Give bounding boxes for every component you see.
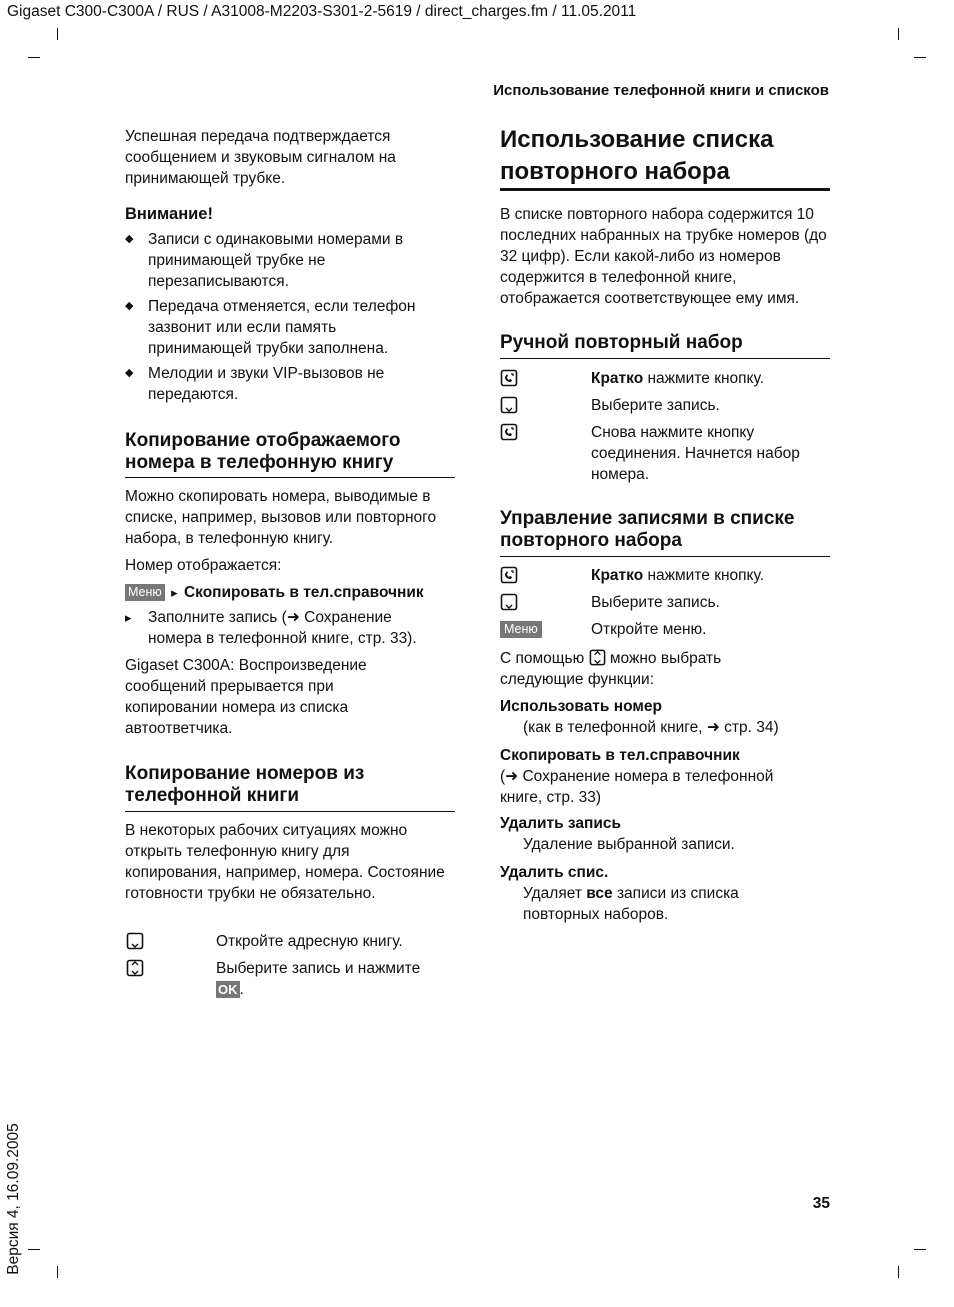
choose-functions bbox=[500, 648, 790, 690]
ok-softkey[interactable]: OK bbox=[218, 982, 238, 997]
crop-mark bbox=[28, 1249, 40, 1250]
doc-id: Gigaset C300-C300A / RUS / A31008-M2203-S301-2-5619 / direct_charges.fm / 11.05.2011 bbox=[7, 3, 637, 20]
crop-mark bbox=[914, 57, 926, 58]
choose-post: можно выбрать следующие функции: bbox=[500, 650, 722, 688]
desc-post: записи из списка повторных наборов. bbox=[523, 885, 739, 923]
manual-step3: Снова нажмите кнопку соединения. Начнется набор номера. bbox=[591, 424, 800, 483]
nav-updown-key-icon bbox=[126, 959, 144, 977]
step-text: Заполните запись (➜ Сохранение номера в телефонной книге, стр. 33). bbox=[148, 609, 417, 647]
nav-down-key-icon bbox=[500, 396, 518, 414]
page-number: 35 bbox=[812, 1195, 830, 1212]
select-entry-label: Выберите запись и нажмите bbox=[216, 960, 421, 977]
copy-book-paragraph: В некоторых рабочих ситуациях можно открыть телефонную книгу для копирования, например, номера. Состояние готовности трубки не обязательно. bbox=[125, 822, 445, 902]
step-rest: нажмите кнопку. bbox=[643, 370, 765, 387]
crop-mark bbox=[898, 28, 899, 40]
nav-updown-key-icon bbox=[589, 649, 606, 666]
manage-step1 bbox=[591, 565, 764, 586]
page-title: Использование списка повторного набора bbox=[500, 126, 774, 185]
bold-briefly: Кратко bbox=[591, 567, 644, 584]
menu-softkey[interactable]: Меню bbox=[125, 584, 165, 601]
nav-down-key-icon bbox=[500, 593, 518, 611]
manage-step2: Выберите запись. bbox=[591, 594, 720, 611]
select-entry-text bbox=[216, 958, 446, 1000]
choose-pre: С помощью bbox=[500, 650, 585, 667]
talk-key-icon bbox=[500, 423, 518, 441]
crop-mark bbox=[57, 1266, 58, 1278]
manual-step2: Выберите запись. bbox=[591, 397, 720, 414]
divider bbox=[500, 556, 830, 557]
divider bbox=[125, 477, 455, 478]
list-item-text: Записи с одинаковыми номерами в принимающей трубке не перезаписываются. bbox=[148, 231, 404, 290]
side-version: Версия 4, 16.09.2005 bbox=[5, 1123, 22, 1275]
manual-step1 bbox=[591, 368, 764, 389]
manual-redial-title: Ручной повторный набор bbox=[500, 332, 743, 353]
bullet-diamond-icon: ◆ bbox=[125, 233, 134, 245]
list-item bbox=[125, 229, 435, 292]
desc-bold: все bbox=[586, 885, 613, 902]
bullet-diamond-icon: ◆ bbox=[125, 300, 134, 312]
intro-paragraph: Успешная передача подтверждается сообщением и звуковым сигналом на принимающей трубке. bbox=[125, 128, 396, 187]
crop-mark bbox=[914, 1249, 926, 1250]
title-rule bbox=[500, 188, 830, 191]
copy-display-title: Копирование отображаемого номера в телефонную книгу bbox=[125, 430, 401, 473]
list-item-text: Мелодии и звуки VIP-вызовов не передаются. bbox=[148, 365, 385, 403]
function-copy-desc: (➜ Сохранение номера в телефонной книге, стр. 33) bbox=[500, 768, 774, 806]
talk-key-icon bbox=[500, 369, 518, 387]
fill-step bbox=[125, 607, 445, 649]
bold-briefly: Кратко bbox=[591, 370, 644, 387]
number-shown-text: Номер отображается: bbox=[125, 557, 282, 574]
talk-key-icon bbox=[500, 566, 518, 584]
c300a-note: Gigaset C300A: Воспроизведение сообщений прерывается при копировании номера из списка автоответчика. bbox=[125, 657, 367, 737]
section-header: Использование телефонной книги и списков bbox=[493, 82, 829, 99]
crop-mark bbox=[28, 57, 40, 58]
attention-title: Внимание! bbox=[125, 205, 213, 223]
attention-list bbox=[125, 229, 435, 405]
arrow-right-icon: ▸ bbox=[171, 585, 178, 600]
step-rest: нажмите кнопку. bbox=[643, 567, 765, 584]
desc-pre: Удаляет bbox=[523, 885, 587, 902]
menu-path bbox=[125, 582, 424, 603]
list-item bbox=[125, 296, 435, 359]
manage-menu-badge-wrap bbox=[500, 619, 542, 640]
function-delete-list: Удалить спис. bbox=[500, 864, 609, 881]
crop-mark bbox=[898, 1266, 899, 1278]
arrow-right-icon: ▸ bbox=[125, 610, 132, 625]
function-copy: Скопировать в тел.справочник bbox=[500, 747, 740, 764]
copy-book-title: Копирование номеров из телефонной книги bbox=[125, 763, 365, 806]
redial-intro: В списке повторного набора содержится 10 последних набранных на трубке номеров (до 32 цифр). Если какой-либо из номеров содержится в телефонной книге, отображается соответствующее ему имя. bbox=[500, 206, 827, 307]
list-item bbox=[125, 363, 435, 405]
bullet-diamond-icon: ◆ bbox=[125, 367, 134, 379]
function-delete-list-desc bbox=[523, 883, 763, 925]
menu-softkey[interactable]: Меню bbox=[500, 621, 542, 638]
manage-step3: Откройте меню. bbox=[591, 621, 707, 638]
menu-item-copy[interactable]: Скопировать в тел.справочник bbox=[183, 584, 424, 601]
crop-mark bbox=[57, 28, 58, 40]
function-use-number-desc: (как в телефонной книге, ➜ стр. 34) bbox=[523, 719, 779, 736]
open-book-text: Откройте адресную книгу. bbox=[216, 933, 403, 950]
period: . bbox=[239, 981, 244, 998]
function-delete-entry: Удалить запись bbox=[500, 815, 622, 832]
nav-down-key-icon bbox=[126, 932, 144, 950]
list-item-text: Передача отменяется, если телефон зазвонит или если память принимающей трубки заполнена. bbox=[148, 298, 416, 357]
function-delete-entry-desc: Удаление выбранной записи. bbox=[523, 836, 735, 853]
divider bbox=[125, 811, 455, 812]
divider bbox=[500, 358, 830, 359]
manage-title: Управление записями в списке повторного набора bbox=[500, 508, 795, 551]
copy-display-paragraph: Можно скопировать номера, выводимые в списке, например, вызовов или повторного набора, в телефонную книгу. bbox=[125, 488, 437, 547]
function-use-number: Использовать номер bbox=[500, 698, 662, 715]
